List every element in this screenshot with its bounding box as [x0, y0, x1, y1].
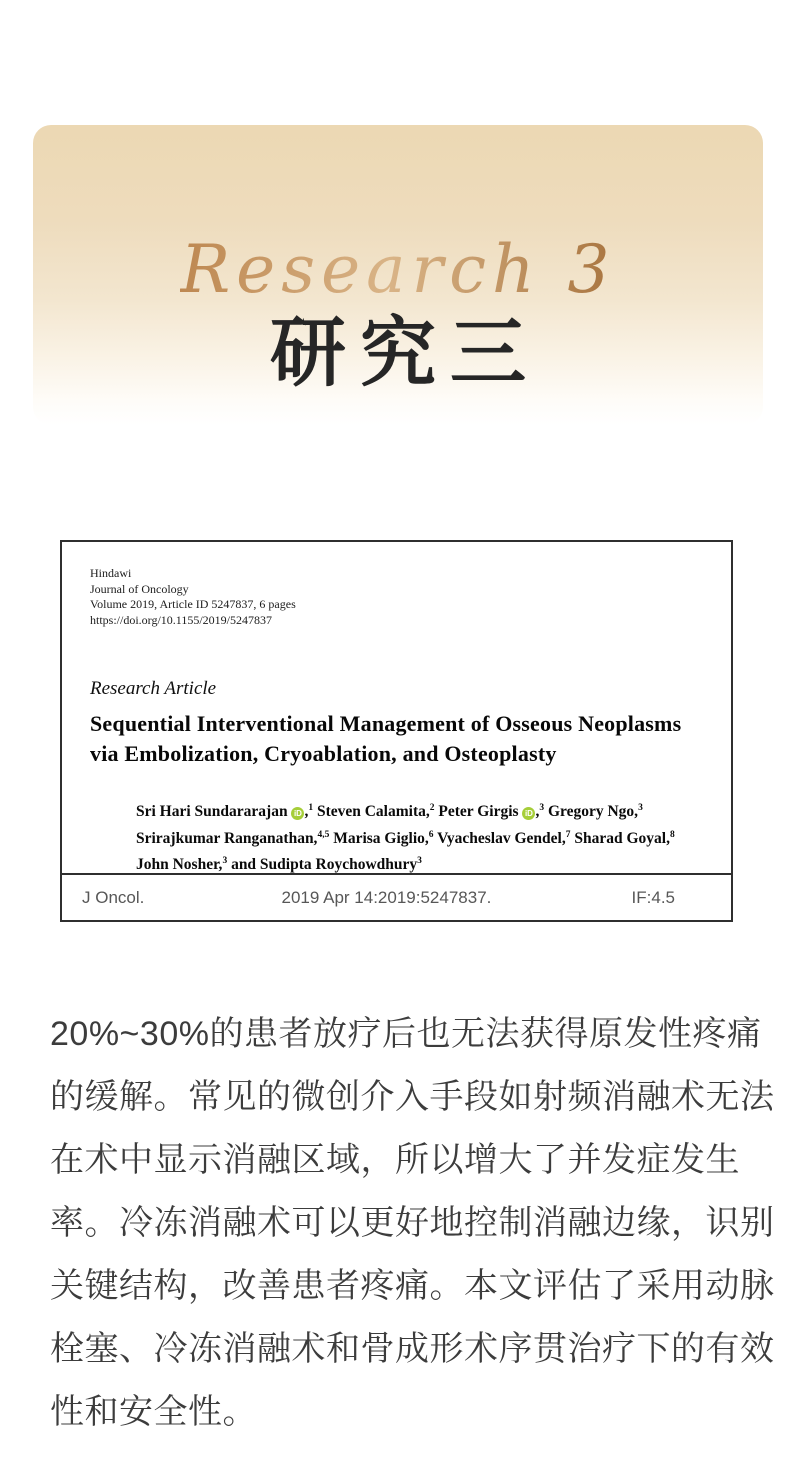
- orcid-icon: iD: [291, 807, 304, 820]
- summary-paragraph: [50, 1003, 775, 1444]
- orcid-icon: iD: [522, 807, 535, 820]
- header-banner: [33, 125, 763, 425]
- author-name-text: Peter Girgis: [434, 803, 523, 821]
- paragraph-line: 在术中显示消融区域，所以增大了并发症发生: [50, 1141, 740, 1179]
- publisher-name: Hindawi: [90, 566, 132, 580]
- article-type-label: Research Article: [90, 678, 217, 699]
- affiliation-superscript: 3: [539, 803, 545, 813]
- affiliation-superscript: 2: [429, 803, 435, 813]
- affiliation-superscript: 8: [669, 829, 675, 840]
- affiliation-superscript: 1: [308, 803, 314, 813]
- author-name-text: ,: [535, 803, 540, 821]
- author-list: [136, 797, 721, 877]
- publication-date: 2019 Apr 14:2019:5247837.: [281, 887, 492, 907]
- journal-abbreviation: J Oncol.: [82, 887, 145, 907]
- paragraph-line: 的缓解。常见的微创介入手段如射频消融术无法: [50, 1078, 775, 1116]
- author-name-text: Sri Hari Sundararajan: [136, 803, 292, 821]
- author-line: [136, 797, 721, 824]
- author-name-text: Srirajkumar Ranganathan,: [136, 829, 318, 847]
- header-chinese-title: 研究三: [270, 312, 540, 396]
- author-name-text: Vyacheslav Gendel,: [433, 829, 566, 847]
- article-title: [90, 709, 715, 769]
- publisher-block: [90, 566, 296, 628]
- author-name-text: Gregory Ngo,: [544, 803, 639, 821]
- affiliation-superscript: 3: [417, 856, 422, 867]
- article-title-line: Sequential Interventional Management of Osseous Neoplasms: [90, 711, 682, 736]
- affiliation-superscript: 7: [565, 829, 571, 840]
- journal-article-card: [60, 540, 733, 922]
- author-name-text: Steven Calamita,: [313, 803, 430, 821]
- doi-text: https://doi.org/10.1155/2019/5247837: [90, 612, 273, 627]
- impact-factor: IF:4.5: [631, 887, 675, 907]
- author-line: [136, 824, 721, 851]
- author-name-text: Marisa Giglio,: [329, 829, 429, 847]
- paragraph-line: 率。冷冻消融术可以更好地控制消融边缘，识别: [50, 1204, 775, 1242]
- paragraph-line: 栓塞、冷冻消融术和骨成形术序贯治疗下的有效: [50, 1330, 775, 1368]
- affiliation-superscript: 3: [638, 803, 643, 813]
- affiliation-superscript: 4,5: [317, 829, 330, 840]
- author-name-text: Sharad Goyal,: [570, 829, 670, 847]
- article-title-line: via Embolization, Cryoablation, and Osteoplasty: [90, 741, 557, 766]
- paragraph-line: 20%~30%的患者放疗后也无法获得原发性疼痛: [50, 1015, 762, 1053]
- author-name-text: John Nosher,: [136, 856, 223, 874]
- affiliation-superscript: 6: [428, 829, 434, 840]
- paragraph-line: 关键结构，改善患者疼痛。本文评估了采用动脉: [50, 1267, 775, 1305]
- author-name-text: and Sudipta Roychowdhury: [227, 856, 418, 874]
- author-name-text: ,: [304, 803, 309, 821]
- citation-footer: [62, 875, 731, 920]
- affiliation-superscript: 3: [222, 856, 228, 867]
- journal-name: Journal of Oncology: [90, 581, 189, 596]
- paragraph-line: 性和安全性。: [50, 1393, 257, 1431]
- header-script-title: Research 3: [180, 227, 615, 312]
- volume-info: Volume 2019, Article ID 5247837, 6 pages: [90, 597, 296, 611]
